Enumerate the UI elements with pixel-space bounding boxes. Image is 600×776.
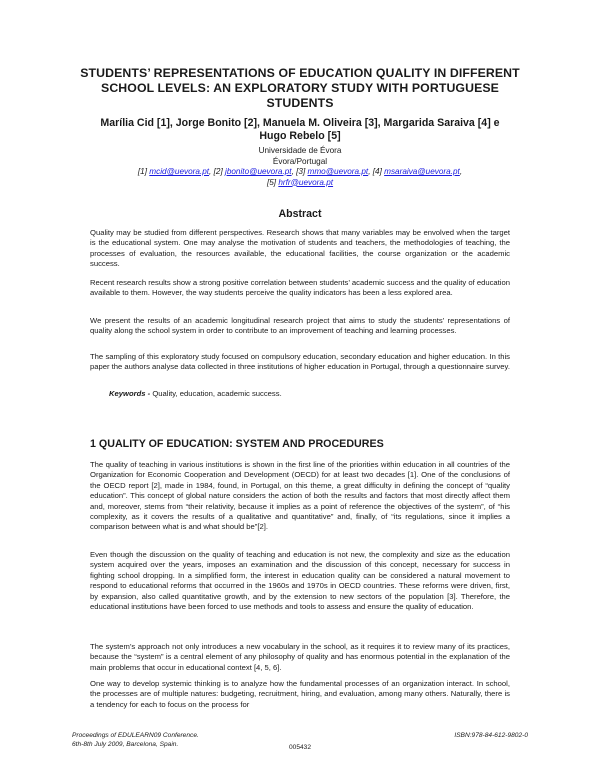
- footer-conference-name: Proceedings of EDULEARN09 Conference.: [72, 732, 199, 739]
- section-paragraph-1: The quality of teaching in various institutions is shown in the first line of the priorities within education in all countries of the Organization for Economic Cooperation and Development (OECD) for at least two decades [1]. One of the conclusions of the OECD report [2], made in 1984, found, in Portugal, on this theme, a great difficulty in defining the concept of “quality education”. This concept of global nature considers the action of both the results and factors that most directly affect them and, moreover, stems from “their relativity, because it implies as a point of reference the objectives of the system”, of “his complexity, as it covers the results of a qualitative and quantitative” and, finally, of “its regulations, since it implies a comparison between what is and what should be”[2].: [90, 460, 510, 532]
- footer-date-place: 6th-8th July 2009, Barcelona, Spain.: [72, 741, 179, 748]
- email-tag: [4]: [372, 167, 382, 176]
- university-city: Évora/Portugal: [272, 156, 328, 166]
- abstract-paragraph-3: We present the results of an academic longitudinal research project that aims to study the students’ representations of quality along the school system in order to contribute to an improvement of teaching and learning processes.: [90, 316, 510, 336]
- affiliation-block: [80, 146, 520, 188]
- email-link-2[interactable]: jbonito@uevora.pt: [225, 167, 292, 176]
- section-heading: 1 QUALITY OF EDUCATION: SYSTEM AND PROCEDURES: [90, 438, 384, 450]
- abstract-paragraph-2: Recent research results show a strong positive correlation between students’ academic success and the quality of education available to them. However, the way students perceive the quality indicators has been a less explored area.: [90, 278, 510, 298]
- email-list: [1] mcid@uevora.pt, [2] jbonito@uevora.pt, [3] mmo@uevora.pt, [4] msaraiva@uevora.pt,: [137, 167, 463, 176]
- email-tag: [3]: [296, 167, 306, 176]
- email-list-line-2: [80, 178, 520, 189]
- university-name: Universidade de Évora: [258, 146, 342, 155]
- author-list: Marília Cid [1], Jorge Bonito [2], Manuela M. Oliveira [3], Margarida Saraiva [4] e Hugo Rebelo [5]: [100, 117, 500, 142]
- abstract-paragraph-1: Quality may be studied from different perspectives. Research shows that many variables may be envolved when the target is the educational system. One may analyse the motivation of students and teachers, the methodologies of teaching, the processes of evaluation, the resources available, the educational facilities, the course organization or the academic success.: [90, 228, 510, 269]
- footer-isbn: ISBN:978-84-612-9802-0: [454, 732, 528, 739]
- email-link-1[interactable]: mcid@uevora.pt: [149, 167, 210, 176]
- page-number: 005432: [288, 744, 311, 751]
- keywords-line: [109, 389, 282, 399]
- paper-title: STUDENTS’ REPRESENTATIONS OF EDUCATION QUALITY IN DIFFERENT SCHOOL LEVELS: AN EXPLORATORY STUDY WITH PORTUGUESE STUDENTS: [80, 66, 520, 110]
- keywords-label: Keywords -: [109, 389, 151, 398]
- email-tag: [2]: [213, 167, 223, 176]
- email-link-5[interactable]: hrfr@uevora.pt: [278, 177, 334, 187]
- keywords-text: Quality, education, academic success.: [152, 389, 282, 398]
- section-paragraph-3: The system’s approach not only introduces a new vocabulary in the school, as it requires it to review many of its practices, because the “system” is a central element of any philosophy of quality and has enormous potential in the explanation of the main problems that occur in educational context [4, 5, 6].: [90, 642, 510, 672]
- abstract-heading: Abstract: [278, 208, 322, 220]
- section-paragraph-2: Even though the discussion on the quality of teaching and education is not new, the complexity and size as the education system acquired over the years, imposes an examination and the discussion of this concept, necessary for success in fighting school dropping. In a simplified form, the interest in education quality can be considered a natural movement to respond to educational reforms that occurred in the 1960s and 1970s in OECD countries. These reforms were driven, first, by expansion, also called quantitative growth, and by the extension to new sectors of the population [3]. Therefore, the educational institutions have been forced to use methods and tools to assess and ensure the quality of education.: [90, 550, 510, 612]
- email-tag: [1]: [137, 167, 148, 176]
- abstract-paragraph-4: The sampling of this exploratory study focused on compulsory education, secondary education and higher education. In this paper the authors analyse data collected in three institutions of higher education in Portugal, through a questionnaire survey.: [90, 352, 510, 372]
- email-link-3[interactable]: mmo@uevora.pt: [307, 167, 369, 176]
- email-tag: [5]: [266, 177, 277, 187]
- email-link-4[interactable]: msaraiva@uevora.pt: [384, 167, 460, 176]
- section-paragraph-4: One way to develop systemic thinking is to analyze how the fundamental processes of an organization interact. In school, the processes are of multiple natures: budgeting, recruitment, hiring, and evaluation, among many others. Naturally, there is a tendency for each to focus on the process for: [90, 679, 510, 709]
